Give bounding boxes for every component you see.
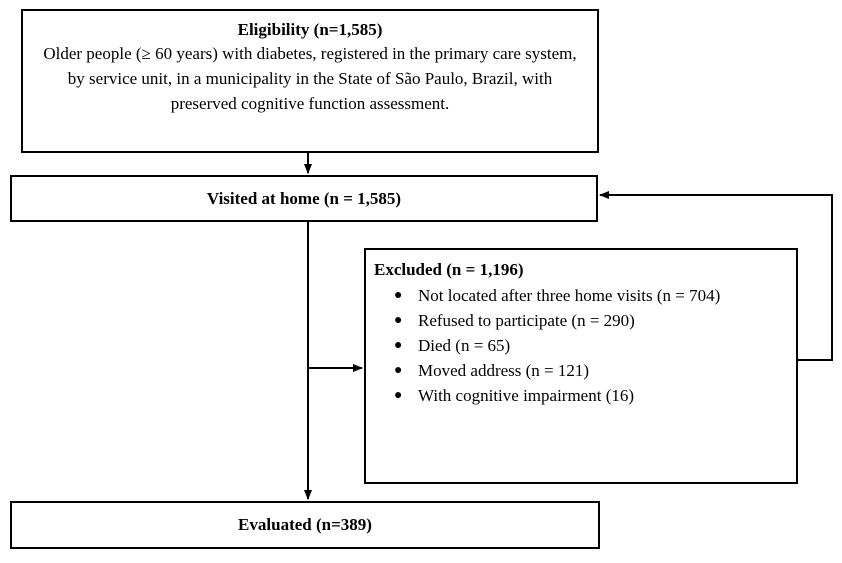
excluded-item <box>374 308 796 333</box>
excluded-item-label: Not located after three home visits (n = 704) <box>418 286 721 305</box>
evaluated-label: Evaluated (n=389) <box>238 515 372 534</box>
excluded-item <box>374 358 796 383</box>
visited-label: Visited at home (n = 1,585) <box>206 189 402 208</box>
excluded-box <box>364 248 798 484</box>
excluded-item <box>374 283 796 308</box>
excluded-list <box>374 283 796 408</box>
eligibility-title: Eligibility (n=1,585) <box>237 20 383 39</box>
excluded-item-label: Moved address (n = 121) <box>418 361 590 380</box>
bullet-icon: ● <box>394 288 403 303</box>
excluded-item-label: With cognitive impairment (16) <box>418 386 635 405</box>
bullet-icon: ● <box>394 313 403 328</box>
bullet-icon: ● <box>394 338 403 353</box>
eligibility-description: Older people (≥ 60 years) with diabetes, registered in the primary care system, by service unit, in a municipality in the State of São Paulo, Brazil, with preserved cognitive function assessment. <box>43 44 577 113</box>
eligibility-box <box>21 9 599 153</box>
bullet-icon: ● <box>394 388 403 403</box>
excluded-item <box>374 333 796 358</box>
visited-box <box>10 175 598 222</box>
excluded-title: Excluded (n = 1,196) <box>374 260 524 279</box>
excluded-item-label: Refused to participate (n = 290) <box>418 311 635 330</box>
evaluated-box <box>10 501 600 549</box>
bullet-icon: ● <box>394 363 403 378</box>
excluded-item-label: Died (n = 65) <box>418 336 511 355</box>
excluded-item <box>374 383 796 408</box>
